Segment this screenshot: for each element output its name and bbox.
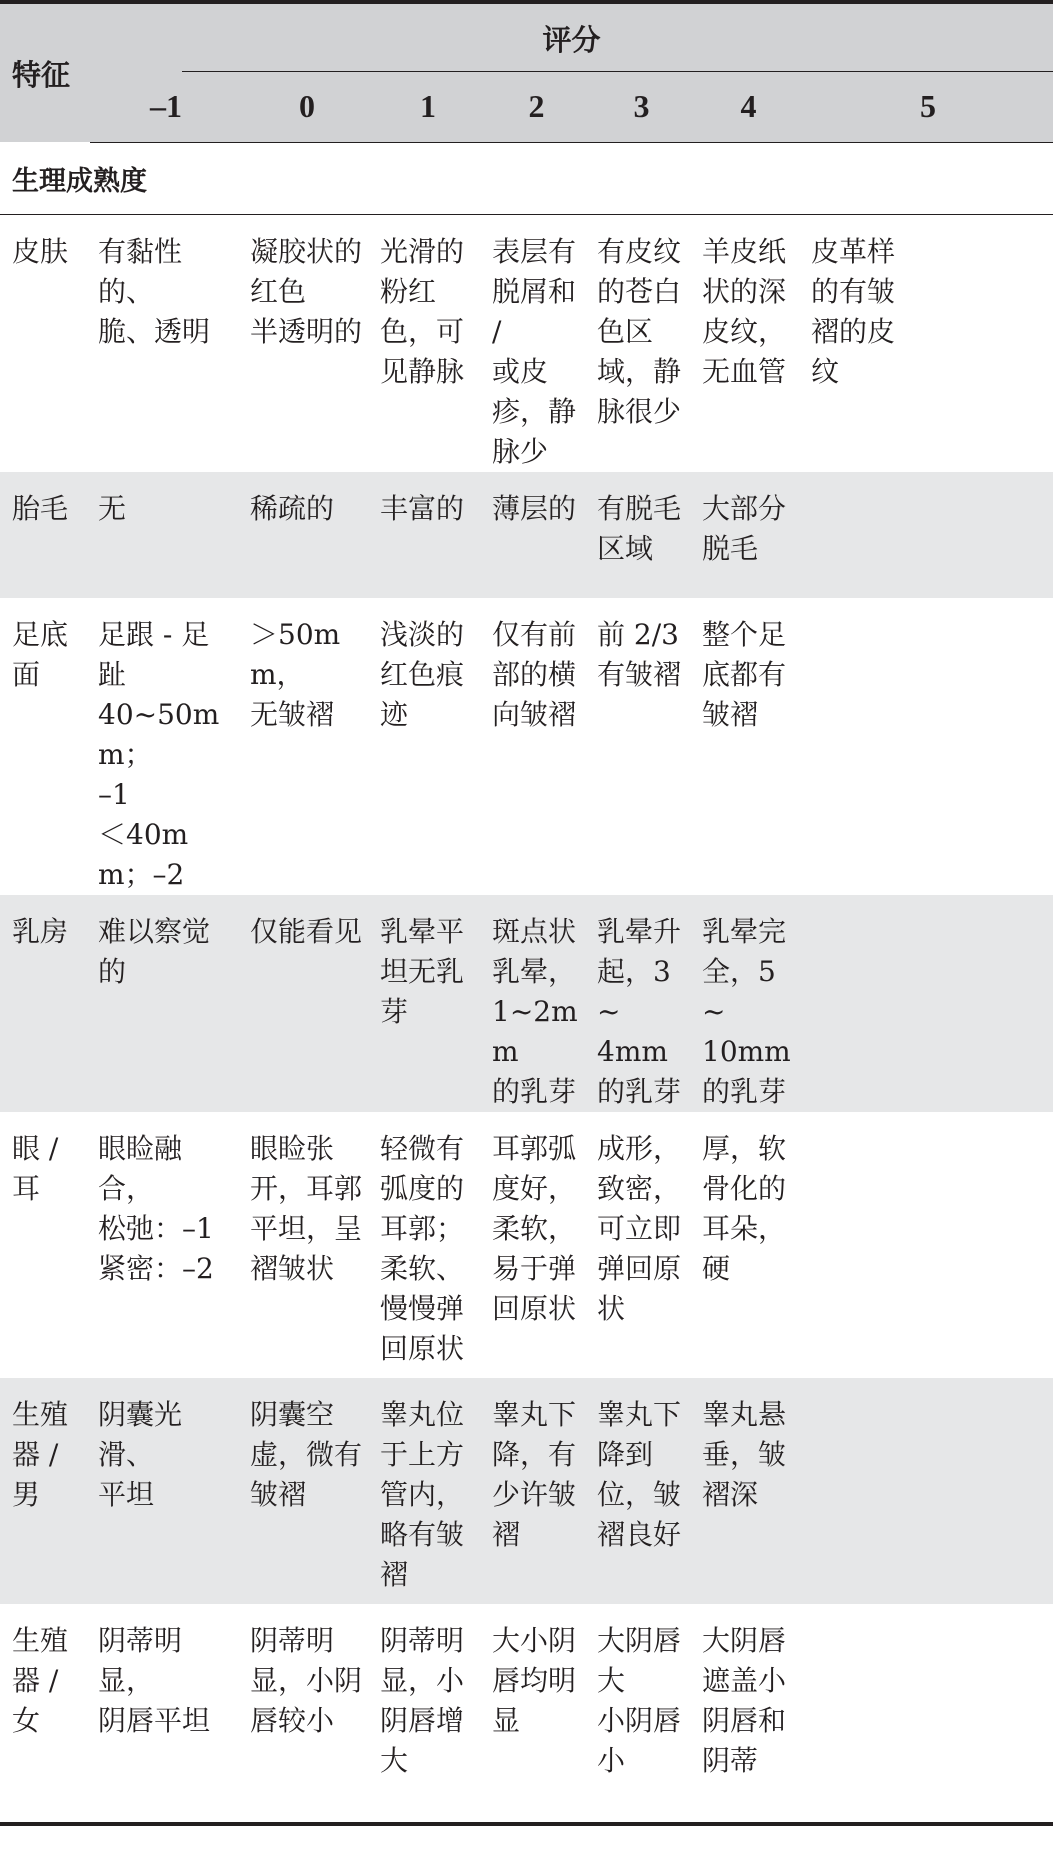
- score-cell: [803, 598, 1053, 895]
- score-cell: 光滑的 粉红 色，可 见静脉: [380, 234, 465, 388]
- score-cell: 薄层的: [484, 472, 589, 598]
- score-cell: 无: [90, 472, 242, 598]
- score-cell: 睾丸位 于上方 管内， 略有皱 褶: [372, 1378, 484, 1604]
- feature-cell: 皮肤: [12, 234, 69, 268]
- score-cell: 阴囊光滑、 平坦: [90, 1378, 242, 1604]
- score-cell: [803, 472, 1053, 598]
- table-header: [0, 4, 1053, 142]
- score-column-header: 4: [694, 72, 803, 142]
- header-row-top: [0, 4, 1053, 72]
- score-column-header: 2: [484, 72, 589, 142]
- score-cell: 丰富的: [372, 472, 484, 598]
- table-row: [0, 1378, 1053, 1604]
- maturity-score-table: [0, 4, 1053, 1822]
- score-cell: 仅能看见: [242, 895, 372, 1112]
- score-column-header: –1: [90, 72, 242, 142]
- feature-cell: 乳房: [0, 895, 90, 1112]
- score-cell: 阴蒂明 显，小 阴唇增 大: [380, 1623, 465, 1777]
- score-cell: 有脱毛 区域: [589, 472, 694, 598]
- feature-cell: 胎毛: [0, 472, 90, 598]
- score-column-header: 5: [803, 72, 1053, 142]
- score-cell: 大阴唇 遮盖小 阴唇和 阴蒂: [702, 1623, 787, 1777]
- header-row-scores: [0, 72, 1053, 142]
- score-cell: 睾丸下 降到 位，皱 褶良好: [589, 1378, 694, 1604]
- score-cell: 前 2/3 有皱褶: [597, 617, 682, 691]
- table-row: [0, 1112, 1053, 1378]
- score-cell: 乳晕平 坦无乳 芽: [372, 895, 484, 1112]
- score-cell: 成形， 致密， 可立即 弹回原 状: [597, 1131, 682, 1325]
- score-cell: 厚，软 骨化的 耳朵， 硬: [702, 1131, 787, 1285]
- score-cell: 大小阴 唇均明 显: [492, 1623, 577, 1737]
- score-cell: 浅淡的 红色痕 迹: [380, 617, 465, 731]
- score-cell: 大部分 脱毛: [694, 472, 803, 598]
- table-row: [0, 598, 1053, 895]
- score-cell: 乳晕完 全，5~ 10mm 的乳芽: [694, 895, 803, 1112]
- score-cell: 足跟 - 足趾 40~50mm； –1 ＜40mm；–2: [98, 617, 220, 891]
- bottom-rule: [0, 1822, 1053, 1826]
- feature-cell: 足底 面: [12, 617, 69, 691]
- score-group-rule: [182, 71, 1053, 73]
- score-cell: 有皮纹 的苍白 色区 域，静 脉很少: [597, 234, 682, 428]
- score-column-header: 1: [372, 72, 484, 142]
- score-column-header: 3: [589, 72, 694, 142]
- score-cell: [803, 1112, 1053, 1378]
- score-cell: 轻微有 弧度的 耳郭； 柔软、 慢慢弹 回原状: [380, 1131, 465, 1365]
- feature-cell: 生殖 器 / 女: [12, 1623, 69, 1737]
- score-cell: 凝胶状的 红色 半透明的: [250, 234, 363, 348]
- score-cell: 表层有 脱屑和 / 或皮 疹，静 脉少: [492, 234, 577, 468]
- score-column-header: 0: [242, 72, 372, 142]
- score-cell: 仅有前 部的横 向皱褶: [492, 617, 577, 731]
- score-cell: [803, 895, 1053, 1112]
- feature-cell: 生殖 器 / 男: [0, 1378, 90, 1604]
- feature-cell: 眼 / 耳: [12, 1131, 59, 1205]
- score-cell: 睾丸下 降，有 少许皱 褶: [484, 1378, 589, 1604]
- score-cell: 羊皮纸 状的深 皮纹， 无血管: [702, 234, 787, 388]
- score-group-header: [90, 4, 1053, 72]
- section-row: [0, 142, 1053, 214]
- score-cell: ＞50mm， 无皱褶: [250, 617, 341, 731]
- score-cell: 难以察觉的: [90, 895, 242, 1112]
- score-cell: 眼睑融合， 松弛：–1 紧密：–2: [98, 1131, 214, 1285]
- score-cell: 眼睑张 开，耳郭 平坦，呈 褶皱状: [250, 1131, 363, 1285]
- score-cell: 阴蒂明显， 阴唇平坦: [98, 1623, 211, 1737]
- score-group-label: 评分: [542, 22, 601, 57]
- score-cell: 大阴唇 大 小阴唇 小: [597, 1623, 682, 1777]
- table-row: [0, 895, 1053, 1112]
- table-body: [0, 142, 1053, 1822]
- score-cell: 耳郭弧 度好， 柔软， 易于弹 回原状: [492, 1131, 577, 1325]
- score-cell: 乳晕升 起，3~ 4mm 的乳芽: [589, 895, 694, 1112]
- score-cell: 斑点状 乳晕， 1~2mm 的乳芽: [484, 895, 589, 1112]
- feature-column-header: 特征: [0, 4, 90, 142]
- score-cell: 稀疏的: [242, 472, 372, 598]
- score-cell: 皮革样 的有皱 褶的皮 纹: [811, 234, 896, 388]
- score-cell: 阴囊空 虚，微有 皱褶: [242, 1378, 372, 1604]
- score-cell: [803, 1378, 1053, 1604]
- score-cell: 整个足 底都有 皱褶: [702, 617, 787, 731]
- score-cell: [803, 1604, 1053, 1822]
- table-row: [0, 472, 1053, 598]
- table-row: [0, 1604, 1053, 1822]
- score-cell: 阴蒂明 显，小阴 唇较小: [250, 1623, 363, 1737]
- table-row: [0, 214, 1053, 472]
- section-title: 生理成熟度: [0, 142, 1053, 214]
- score-cell: 睾丸悬 垂，皱 褶深: [694, 1378, 803, 1604]
- score-cell: 有黏性的、 脆、透明: [98, 234, 211, 348]
